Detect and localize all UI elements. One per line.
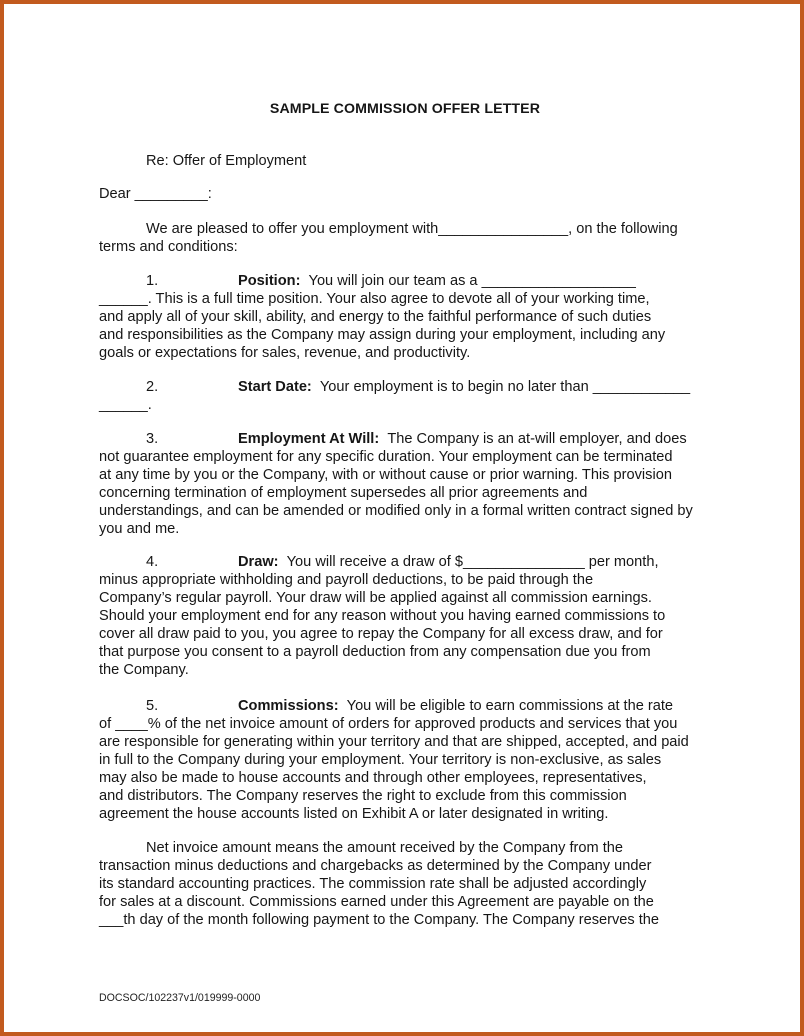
section-heading: Commissions:: [238, 698, 339, 714]
section-line: ______. This is a full time position. Your also agree to devote all of your working time,: [99, 291, 650, 307]
section-commissions: [99, 697, 711, 823]
section-line: cover all draw paid to you, you agree to repay the Company for all excess draw, and for: [99, 626, 663, 642]
section-line: agreement the house accounts listed on Exhibit A or later designated in writing.: [99, 806, 609, 822]
intro-line: We are pleased to offer you employment with________________, on the following: [146, 221, 678, 237]
section-line: ______.: [99, 397, 152, 413]
section-line: You will join our team as a ___________________: [308, 273, 636, 289]
section-line: and distributors. The Company reserves the right to exclude from this commission: [99, 788, 627, 804]
section-line: Company’s regular payroll. Your draw will be applied against all commission earnings.: [99, 590, 652, 606]
section-line: understandings, and can be amended or modified only in a formal written contract signed by: [99, 503, 693, 519]
re-line: Re: Offer of Employment: [146, 153, 307, 169]
section-line: at any time by you or the Company, with or without cause or prior warning. This provision: [99, 467, 672, 483]
section-line: The Company is an at-will employer, and does: [387, 431, 687, 447]
section-line: goals or expectations for sales, revenue, and productivity.: [99, 345, 471, 361]
section-heading: Draw:: [238, 554, 279, 570]
section-start-date: [99, 378, 711, 414]
section-line: concerning termination of employment supersedes all prior agreements and: [99, 485, 588, 501]
section-line: the Company.: [99, 662, 189, 678]
section-line: Should your employment end for any reason without you having earned commissions to: [99, 608, 666, 624]
section-line: and responsibilities as the Company may assign during your employment, including any: [99, 327, 666, 343]
document-footer: DOCSOC/102237v1/019999-0000: [99, 992, 261, 1004]
section-draw: [99, 553, 711, 679]
section-line: you and me.: [99, 521, 180, 537]
section-line: in full to the Company during your employment. Your territory is non-exclusive, as sales: [99, 752, 662, 768]
section-line: Your employment is to begin no later than ____________: [319, 379, 691, 395]
intro-line: terms and conditions:: [99, 239, 238, 255]
section-heading: Start Date:: [238, 379, 312, 395]
paragraph-line: for sales at a discount. Commissions earned under this Agreement are payable on the: [99, 894, 654, 910]
section-line: of ____% of the net invoice amount of orders for approved products and services that you: [99, 716, 678, 732]
section-line: minus appropriate withholding and payroll deductions, to be paid through the: [99, 572, 594, 588]
section-line: are responsible for generating within your territory and that are shipped, accepted, and paid: [99, 734, 689, 750]
section-number: 1.: [146, 273, 159, 289]
section-number: 5.: [146, 698, 159, 714]
section-number: 2.: [146, 379, 159, 395]
section-line: that purpose you consent to a payroll deduction from any compensation due you from: [99, 644, 651, 660]
section-line: You will be eligible to earn commissions at the rate: [346, 698, 674, 714]
net-invoice-paragraph: [99, 839, 711, 929]
section-number: 3.: [146, 431, 159, 447]
section-number: 4.: [146, 554, 159, 570]
paragraph-line: Net invoice amount means the amount received by the Company from the: [146, 840, 623, 856]
paragraph-line: its standard accounting practices. The commission rate shall be adjusted accordingly: [99, 876, 647, 892]
document-page: [4, 4, 800, 1032]
document-title: SAMPLE COMMISSION OFFER LETTER: [269, 101, 541, 117]
salutation: Dear _________:: [99, 186, 212, 202]
section-position: [99, 272, 711, 362]
section-line: and apply all of your skill, ability, and energy to the faithful performance of such duties: [99, 309, 652, 325]
paragraph-line: ___th day of the month following payment to the Company. The Company reserves the: [99, 912, 660, 928]
section-line: You will receive a draw of $_______________ per month,: [286, 554, 659, 570]
section-line: not guarantee employment for any specific duration. Your employment can be terminated: [99, 449, 673, 465]
section-line: may also be made to house accounts and through other employees, representatives,: [99, 770, 647, 786]
section-heading: Employment At Will:: [238, 431, 380, 447]
section-heading: Position:: [238, 273, 301, 289]
paragraph-line: transaction minus deductions and chargebacks as determined by the Company under: [99, 858, 652, 874]
intro-paragraph: [99, 220, 711, 256]
section-employment-at-will: [99, 430, 711, 538]
